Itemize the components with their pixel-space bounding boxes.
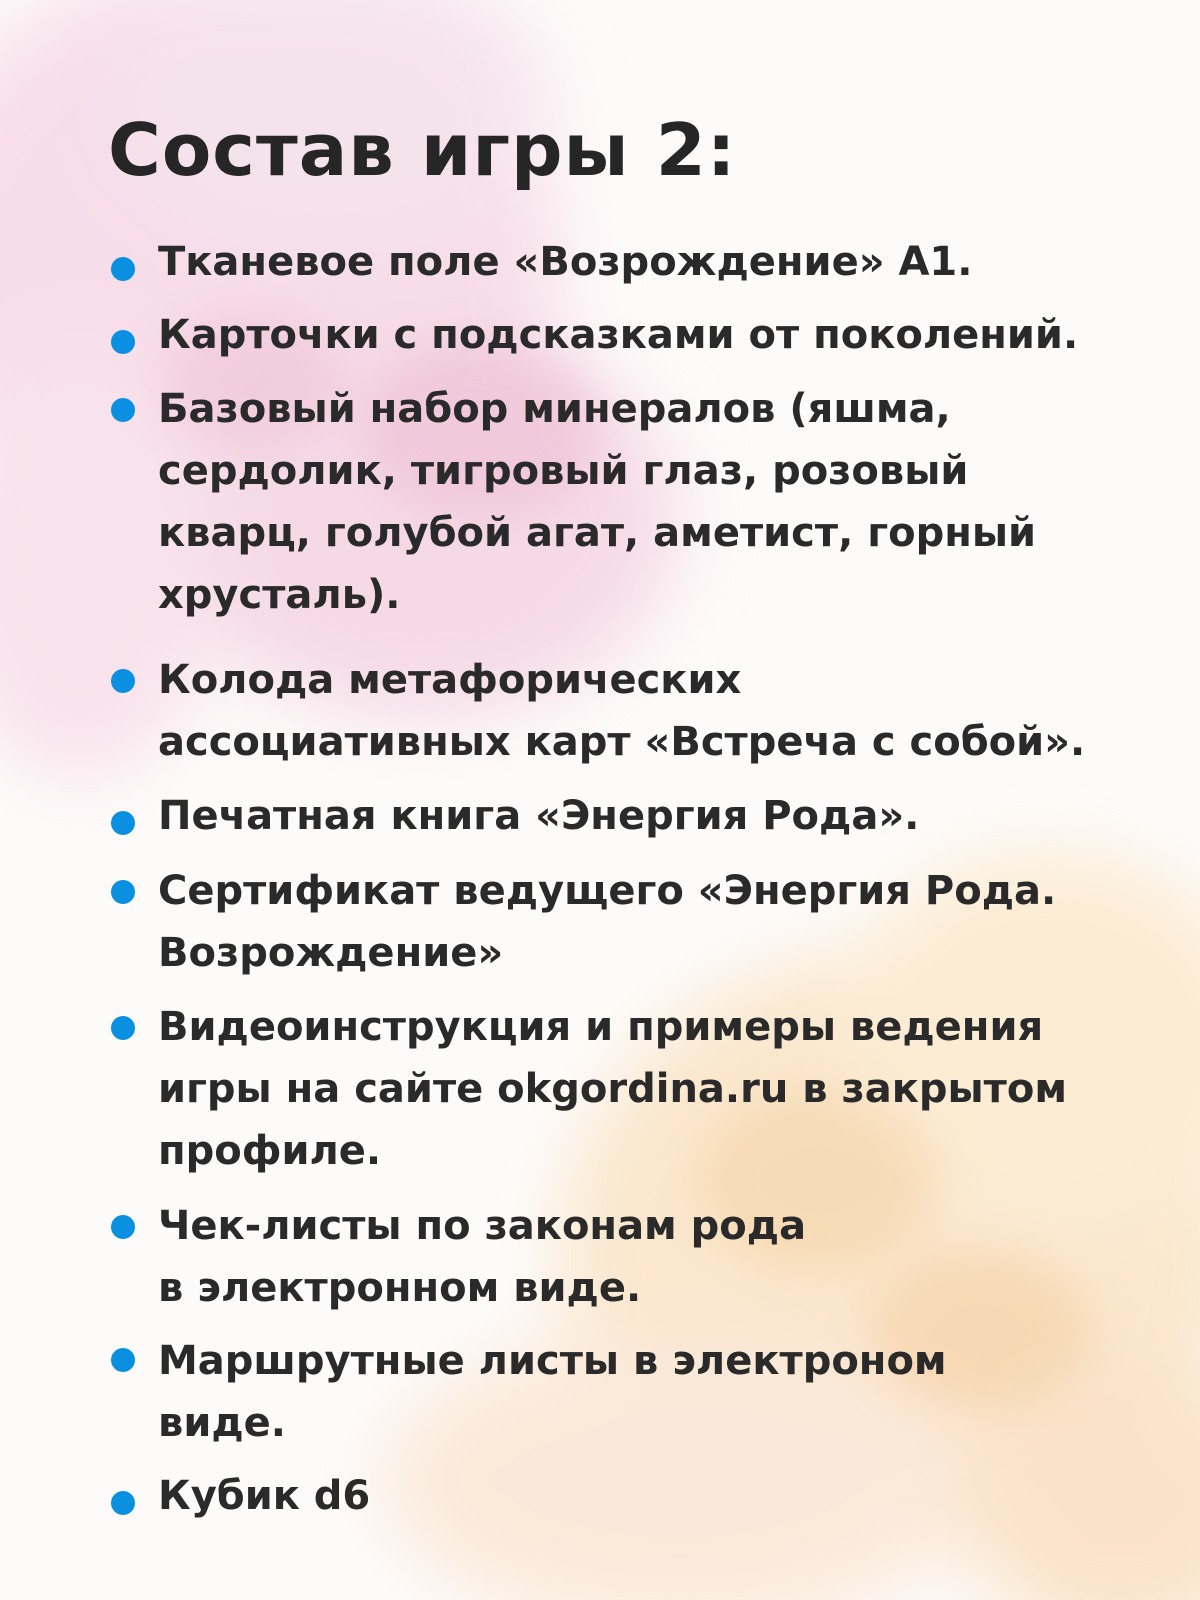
list-item-text: Базовый набор минералов (яшма, сердолик, тигровый глаз, розовый кварц, голубой агат, аметист, горный хрусталь). xyxy=(158,386,1037,618)
bullet-dot-icon xyxy=(111,1348,135,1372)
bullet-dot-icon xyxy=(111,1215,135,1239)
bullet-dot-icon xyxy=(111,257,135,281)
list-item-text: Видеоинструкция и примеры ведения игры на сайте okgordina.ru в закрытом профиле. xyxy=(158,1004,1068,1174)
list-item-text: Маршрутные листы в электроном виде. xyxy=(158,1338,947,1446)
list-item-text: Чек-листы по законам рода в электронном виде. xyxy=(158,1203,807,1311)
list-item-text: Сертификат ведущего «Энергия Рода. Возрождение» xyxy=(158,868,1057,976)
page-title: Состав игры 2: xyxy=(108,108,737,192)
bullet-dot-icon xyxy=(111,330,135,354)
bullet-dot-icon xyxy=(111,398,135,422)
list-item-text: Карточки с подсказками от поколений. xyxy=(158,312,1079,358)
bullet-dot-icon xyxy=(111,669,135,693)
list-item-text: Печатная книга «Энергия Рода». xyxy=(158,793,920,839)
bullet-dot-icon xyxy=(111,1491,135,1515)
list-item-text: Кубик d6 xyxy=(158,1473,371,1519)
bullet-dot-icon xyxy=(111,811,135,835)
list-item-text: Колода метафорических ассоциативных карт «Встреча с собой». xyxy=(158,657,1086,765)
bullet-dot-icon xyxy=(111,880,135,904)
bullet-dot-icon xyxy=(111,1016,135,1040)
list-item-text: Тканевое поле «Возрождение» А1. xyxy=(158,239,973,285)
